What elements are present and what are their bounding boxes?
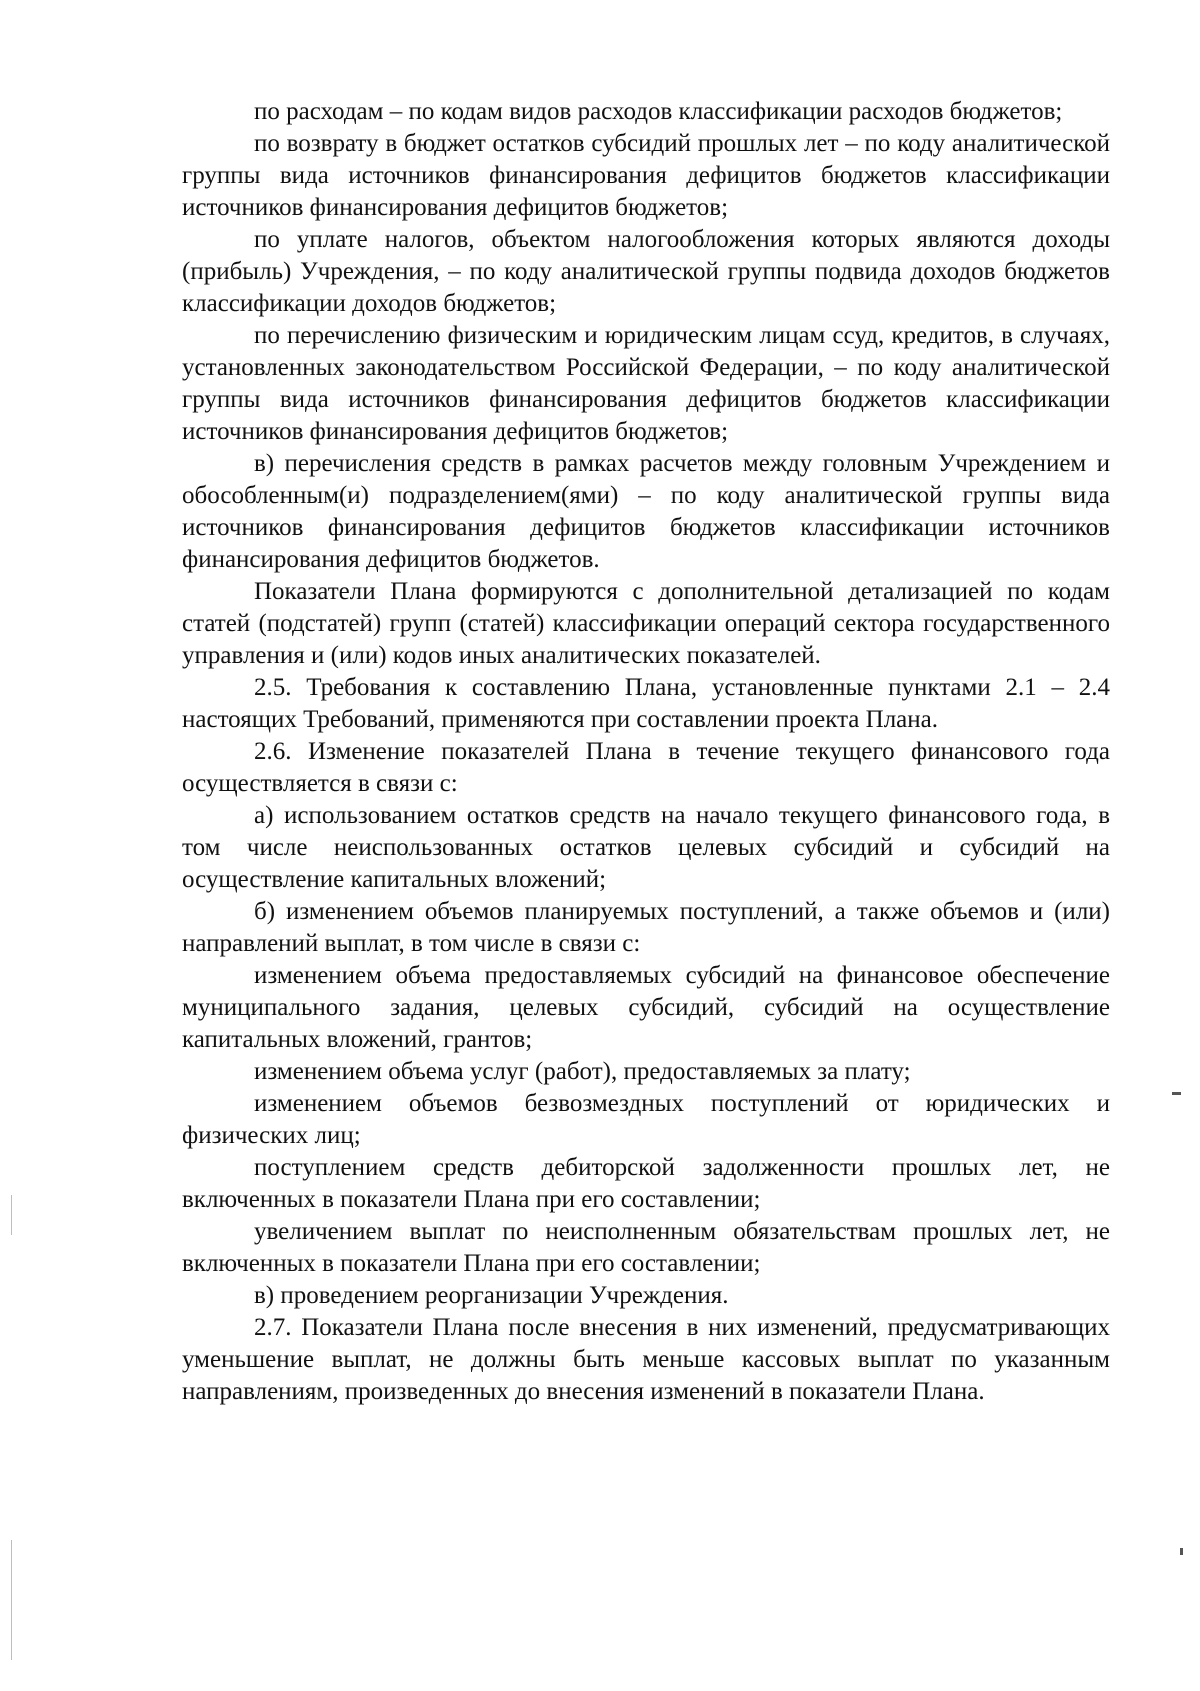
scan-speck: [1172, 1092, 1181, 1095]
document-body: [182, 96, 1110, 1408]
paragraph: изменением объема предоставляемых субсидий на финансовое обеспечение муниципального задания, целевых субсидий, субсидий на осуществление капитальных вложений, грантов;: [182, 962, 1110, 1053]
paragraph: 2.5. Требования к составлению Плана, установленные пунктами 2.1 – 2.4 настоящих Требований, применяются при составлении проекта Плана.: [182, 674, 1110, 733]
paragraph: по уплате налогов, объектом налогообложения которых являются доходы (прибыль) Учреждения, – по коду аналитической группы подвида доходов бюджетов классификации доходов бюджетов;: [182, 226, 1110, 317]
scan-edge-line: [11, 1195, 12, 1235]
paragraph: изменением объемов безвозмездных поступлений от юридических и физических лиц;: [182, 1090, 1110, 1149]
paragraph: по возврату в бюджет остатков субсидий прошлых лет – по коду аналитической группы вида источников финансирования дефицитов бюджетов классификации источников финансирования дефицитов бюджетов;: [182, 130, 1110, 221]
paragraph: в) перечисления средств в рамках расчетов между головным Учреждением и обособленным(и) подразделением(ями) – по коду аналитической группы вида источников финансирования дефицитов бюджетов классификации источников финансирования дефицитов бюджетов.: [182, 450, 1110, 573]
scan-edge-line: [11, 1540, 12, 1660]
paragraph: 2.7. Показатели Плана после внесения в них изменений, предусматривающих уменьшение выплат, не должны быть меньше кассовых выплат по указанным направлениям, произведенных до внесения изменений в показатели Плана.: [182, 1314, 1110, 1405]
paragraph: б) изменением объемов планируемых поступлений, а также объемов и (или) направлений выплат, в том числе в связи с:: [182, 898, 1110, 957]
paragraph: Показатели Плана формируются с дополнительной детализацией по кодам статей (подстатей) групп (статей) классификации операций сектора государственного управления и (или) кодов иных аналитических показателей.: [182, 578, 1110, 669]
paragraph: поступлением средств дебиторской задолженности прошлых лет, не включенных в показатели Плана при его составлении;: [182, 1154, 1110, 1213]
paragraph: а) использованием остатков средств на начало текущего финансового года, в том числе неиспользованных остатков целевых субсидий и субсидий на осуществление капитальных вложений;: [182, 802, 1110, 893]
paragraph: 2.6. Изменение показателей Плана в течение текущего финансового года осуществляется в связи с:: [182, 738, 1110, 797]
paragraph: в) проведением реорганизации Учреждения.: [254, 1282, 729, 1309]
scan-speck: [1180, 1548, 1183, 1555]
paragraph: изменением объема услуг (работ), предоставляемых за плату;: [254, 1058, 911, 1085]
paragraph: увеличением выплат по неисполненным обязательствам прошлых лет, не включенных в показатели Плана при его составлении;: [182, 1218, 1110, 1277]
paragraph: по расходам – по кодам видов расходов классификации расходов бюджетов;: [254, 98, 1063, 125]
paragraph: по перечислению физическим и юридическим лицам ссуд, кредитов, в случаях, установленных законодательством Российской Федерации, – по коду аналитической группы вида источников финансирования дефицитов бюджетов классификации источников финансирования дефицитов бюджетов;: [182, 322, 1110, 445]
